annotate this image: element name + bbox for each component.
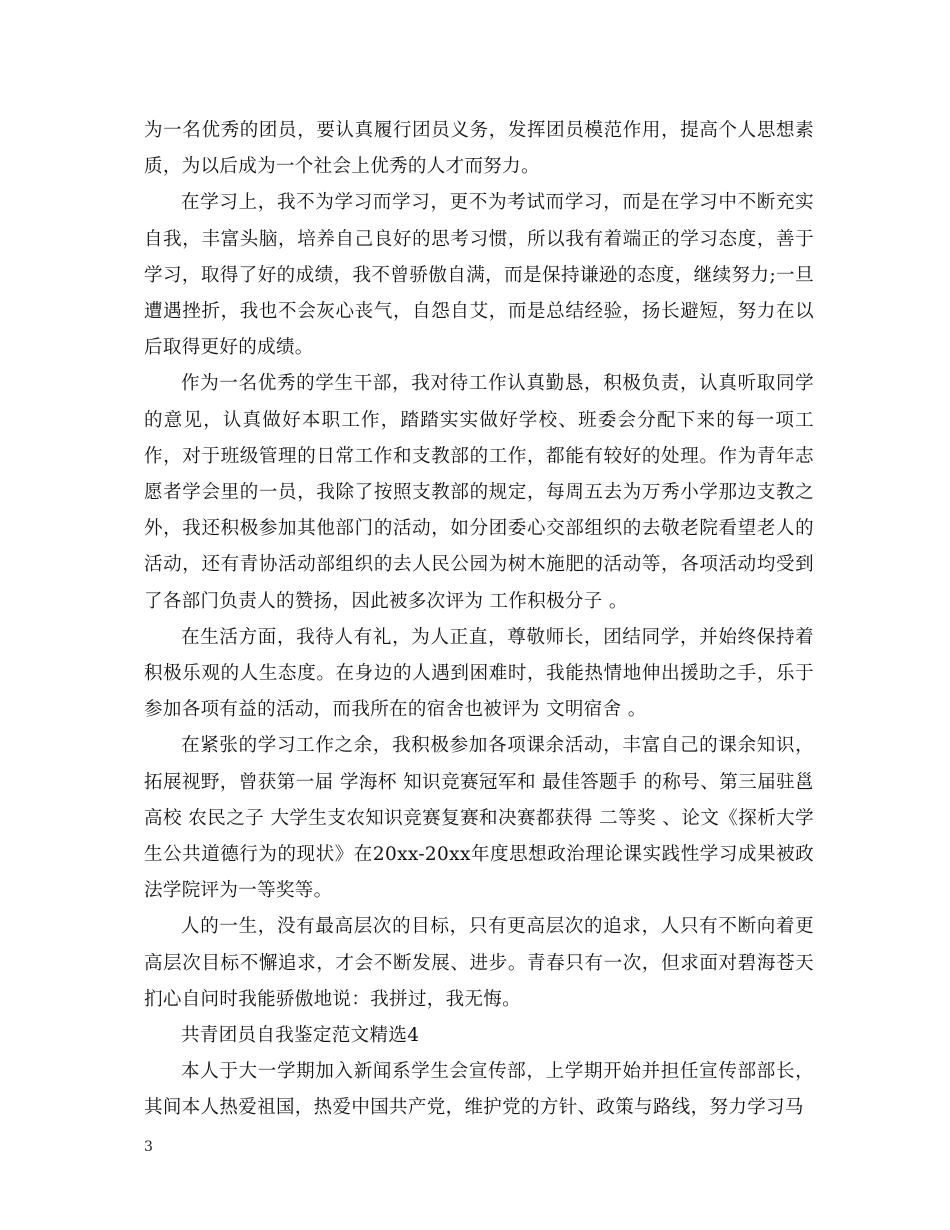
section-heading: 共青团员自我鉴定范文精选4 — [181, 1025, 420, 1047]
paragraph-activities: 在紧张的学习工作之余，我积极参加各项课余活动，丰富自己的课余知识，拓展视野，曾获第一届 学海杯 知识竞赛冠军和 最佳答题手 的称号、第三届驻邕高校 农民之子 大学生支农知识竞赛复赛和决赛都获得 二等奖 、论文《探析大学生公共道德行为的现状》在20xx-20xx年度思想政治理论课实践性学习成果被政法学院评为一等奖等。 — [144, 735, 814, 902]
paragraph-intro: 本人于大一学期加入新闻系学生会宣传部，上学期开始并担任宣传部部长，其间本人热爱祖国，热爱中国共产党，维护党的方针、政策与路线，努力学习马 — [144, 1061, 814, 1119]
paragraph-study: 在学习上，我不为学习而学习，更不为考试而学习，而是在学习中不断充实自我，丰富头脑，培养自己良好的思考习惯，所以我有着端正的学习态度，善于学习，取得了好的成绩，我不曾骄傲自满，而是保持谦逊的态度，继续努力;一旦遭遇挫折，我也不会灰心丧气，自怨自艾，而是总结经验，扬长避短，努力在以后取得更好的成绩。 — [144, 192, 814, 359]
paragraph-closing: 人的一生，没有最高层次的目标，只有更高层次的追求，人只有不断向着更高层次目标不懈追求，才会不断发展、进步。青春只有一次，但求面对碧海苍天扪心自问时我能骄傲地说：我拼过，我无悔。 — [144, 916, 814, 1010]
paragraph-life: 在生活方面，我待人有礼，为人正直，尊敬师长，团结同学，并始终保持着积极乐观的人生态度。在身边的人遇到困难时，我能热情地伸出援助之手，乐于参加各项有益的活动，而我所在的宿舍也被评为 文明宿舍 。 — [144, 626, 814, 721]
page-number: 3 — [144, 1139, 153, 1155]
paragraph-work: 作为一名优秀的学生干部，我对待工作认真勤恳，积极负责，认真听取同学的意见，认真做好本职工作，踏踏实实做好学校、班委会分配下来的每一项工作，对于班级管理的日常工作和支教部的工作，都能有较好的处理。作为青年志愿者学会里的一员，我除了按照支教部的规定，每周五去为万秀小学那边支教之外，我还积极参加其他部门的活动，如分团委心交部组织的去敬老院看望老人的活动，还有青协活动部组织的去人民公园为树木施肥的活动等，各项活动均受到了各部门负责人的赞扬，因此被多次评为 工作积极分子 。 — [144, 373, 814, 612]
document-body — [144, 113, 814, 1127]
paragraph-continued: 为一名优秀的团员，要认真履行团员义务，发挥团员模范作用，提高个人思想素质，为以后成为一个社会上优秀的人才而努力。 — [144, 120, 814, 178]
